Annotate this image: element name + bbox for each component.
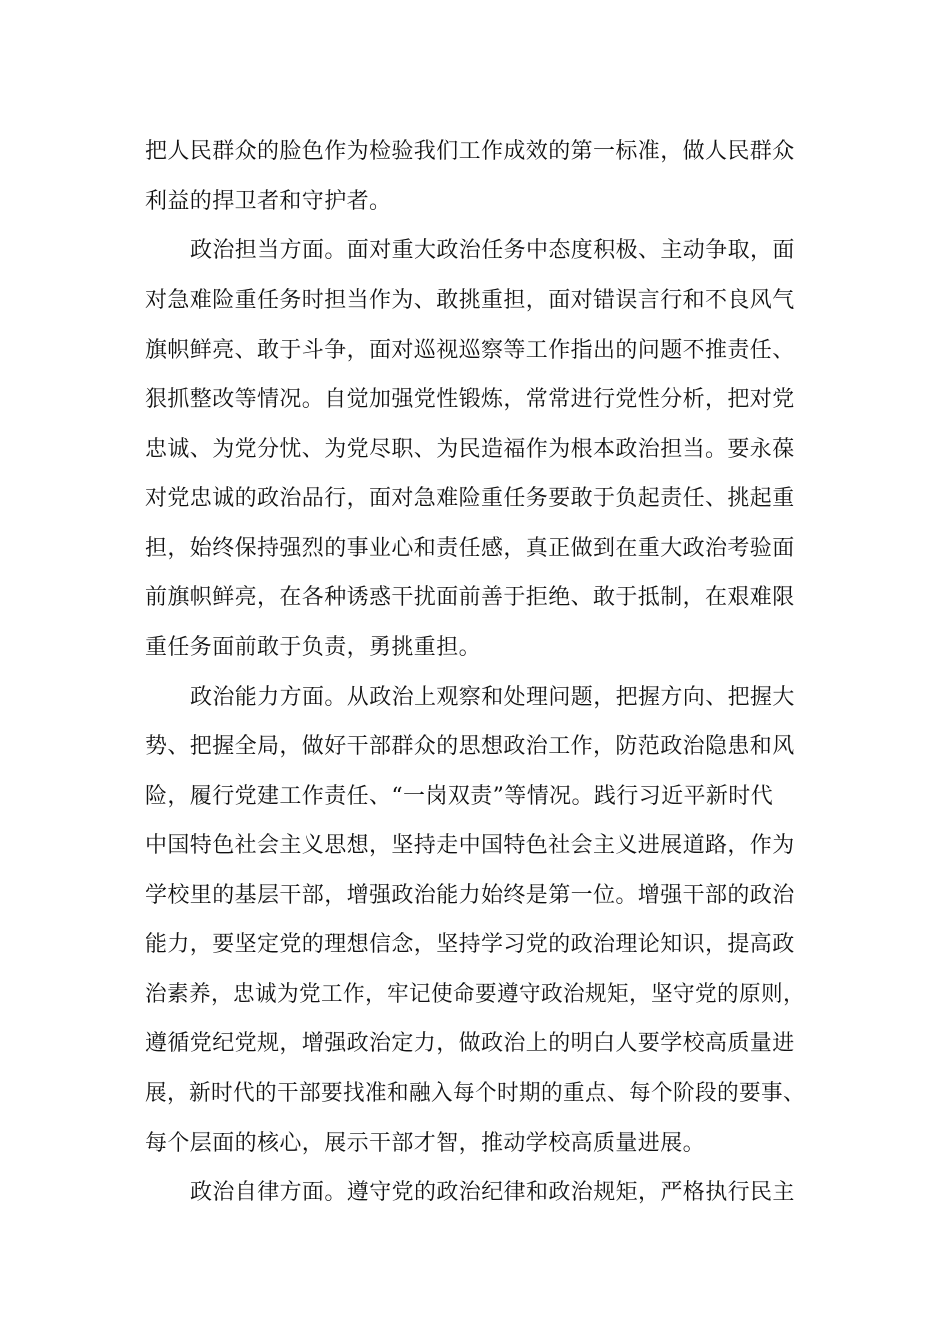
text-line: 重任务面前敢于负责，勇挑重担。 <box>145 635 482 660</box>
text-line: 势、把握全局，做好干部群众的思想政治工作，防范政治隐患和风 <box>145 734 795 759</box>
text-line: 对急难险重任务时担当作为、敢挑重担，面对错误言行和不良风气 <box>145 288 795 313</box>
text-line: 旗帜鲜亮、敢于斗争，面对巡视巡察等工作指出的问题不推责任、 <box>145 338 795 363</box>
text-line: 把人民群众的脸色作为检验我们工作成效的第一标准，做人民群众 <box>145 139 795 164</box>
text-line: 政治自律方面。遵守党的政治纪律和政治规矩，严格执行民主 <box>190 1180 795 1205</box>
text-line: 政治担当方面。面对重大政治任务中态度积极、主动争取，面 <box>190 238 795 263</box>
text-line: 学校里的基层干部，增强政治能力始终是第一位。增强干部的政治 <box>145 883 795 908</box>
text-line: 利益的捍卫者和守护者。 <box>145 189 392 214</box>
text-line: 能力，要坚定党的理想信念，坚持学习党的政治理论知识，提高政 <box>145 932 795 957</box>
text-line: 遵循党纪党规，增强政治定力，做政治上的明白人要学校高质量进 <box>145 1031 795 1056</box>
text-line: 治素养，忠诚为党工作，牢记使命要遵守政治规矩，坚守党的原则， <box>145 982 806 1007</box>
text-line: 狠抓整改等情况。自觉加强党性锻炼，常常进行党性分析，把对党 <box>145 387 795 412</box>
text-line: 险，履行党建工作责任、“一岗双责”等情况。践行习近平新时代 <box>145 784 774 809</box>
text-line: 忠诚、为党分忧、为党尽职、为民造福作为根本政治担当。要永葆 <box>145 437 795 462</box>
text-line: 中国特色社会主义思想，坚持走中国特色社会主义进展道路，作为 <box>145 833 795 858</box>
text-line: 前旗帜鲜亮，在各种诱惑干扰面前善于拒绝、敢于抵制，在艰难限 <box>145 585 795 610</box>
text-line: 展，新时代的干部要找准和融入每个时期的重点、每个阶段的要事、 <box>145 1081 806 1106</box>
text-line: 对党忠诚的政治品行，面对急难险重任务要敢于负起责任、挑起重 <box>145 486 795 511</box>
text-line: 担，始终保持强烈的事业心和责任感，真正做到在重大政治考验面 <box>145 536 795 561</box>
text-line: 每个层面的核心，展示干部才智，推动学校高质量进展。 <box>145 1131 706 1156</box>
text-line: 政治能力方面。从政治上观察和处理问题，把握方向、把握大 <box>190 685 795 710</box>
